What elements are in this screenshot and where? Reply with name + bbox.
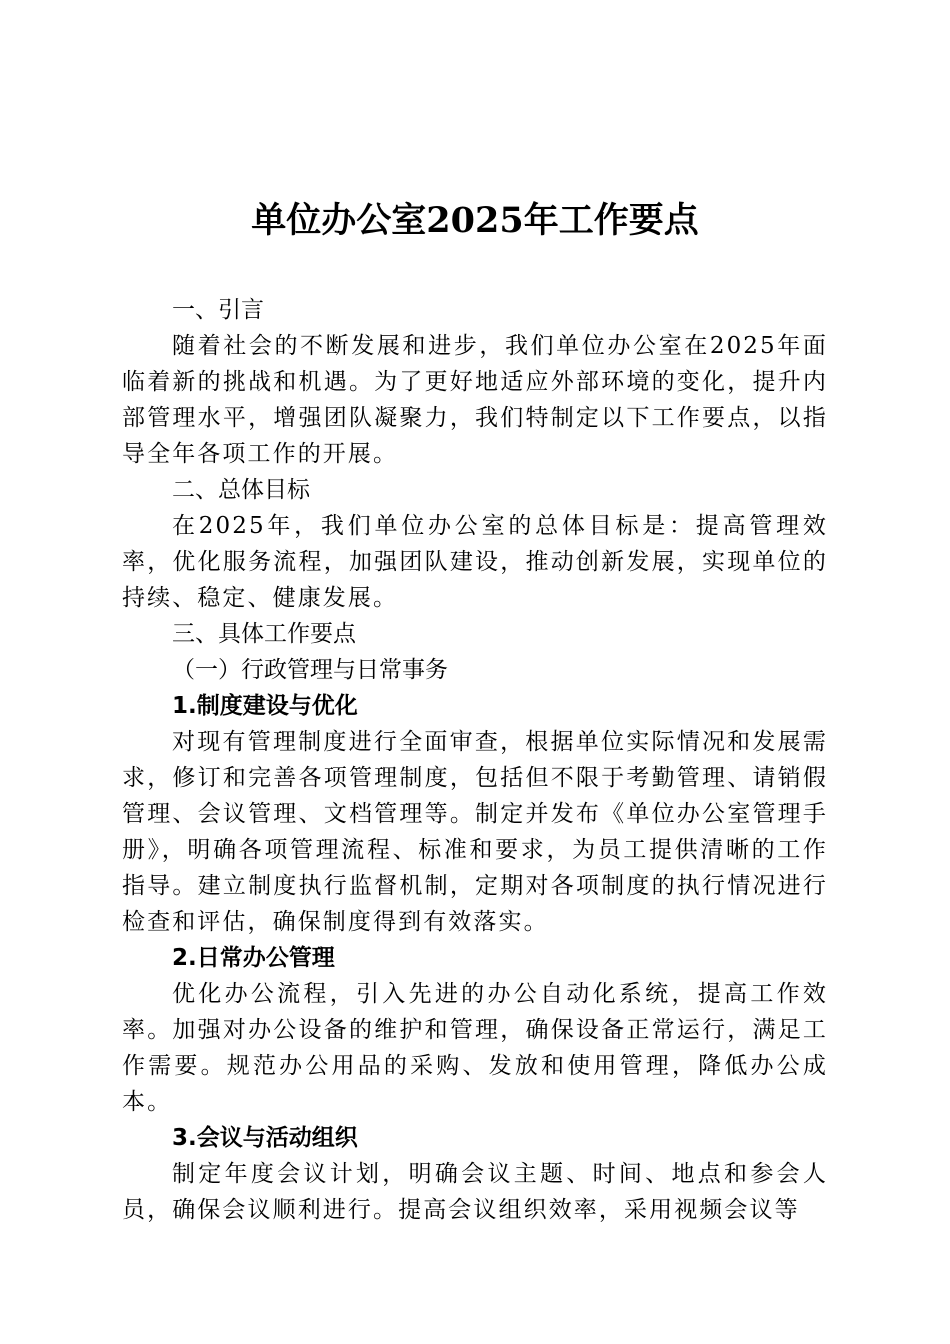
section-heading-intro: 一、引言 [172, 297, 264, 323]
subsection-heading-admin: （一）行政管理与日常事务 [172, 657, 448, 683]
paragraph-goal: 在2025年，我们单位办公室的总体目标是：提高管理效率，优化服务流程，加强团队建设，推动创新发展，实现单位的持续、稳定、健康发展。 [122, 513, 828, 611]
paragraph-intro: 随着社会的不断发展和进步，我们单位办公室在2025年面临着新的挑战和机遇。为了更好地适应外部环境的变化，提升内部管理水平，增强团队凝聚力，我们特制定以下工作要点，以指导全年各项工作的开展。 [122, 333, 828, 467]
document-body [122, 292, 828, 1228]
paragraph-item-1: 对现有管理制度进行全面审查，根据单位实际情况和发展需求，修订和完善各项管理制度，包括但不限于考勤管理、请销假管理、会议管理、文档管理等。制定并发布《单位办公室管理手册》，明确各项管理流程、标准和要求，为员工提供清晰的工作指导。建立制度执行监督机制，定期对各项制度的执行情况进行检查和评估，确保制度得到有效落实。 [122, 729, 828, 935]
document-title: 单位办公室2025年工作要点 [251, 200, 699, 241]
section-heading-points: 三、具体工作要点 [172, 621, 356, 647]
section-heading-goal: 二、总体目标 [172, 477, 310, 503]
item-heading-1: 1.制度建设与优化 [172, 693, 358, 719]
paragraph-item-3: 制定年度会议计划，明确会议主题、时间、地点和参会人员，确保会议顺利进行。提高会议组织效率，采用视频会议等 [122, 1161, 828, 1223]
item-heading-2: 2.日常办公管理 [172, 945, 335, 971]
item-heading-3: 3.会议与活动组织 [172, 1125, 358, 1151]
paragraph-item-2: 优化办公流程，引入先进的办公自动化系统，提高工作效率。加强对办公设备的维护和管理，确保设备正常运行，满足工作需要。规范办公用品的采购、发放和使用管理，降低办公成本。 [122, 981, 828, 1115]
